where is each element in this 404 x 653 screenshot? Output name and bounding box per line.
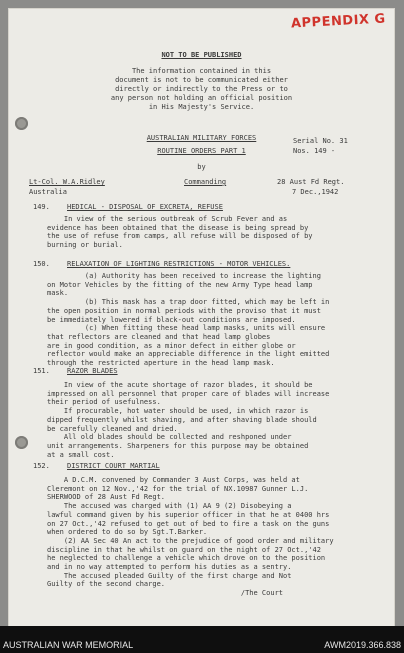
order-title: RELAXATION OF LIGHTING RESTRICTIONS - MOTOR VEHICLES.: [67, 260, 291, 268]
order-body: (a) Authority has been received to increase the lighting on Motor Vehicles by the fitting of the new Army Type head lamp mask. (b) This mask has a trap door fitted, which may be left in the open position in normal periods with the proviso that it must be immediately lowered if black-out conditions are imposed. (c) When fitting these head lamp masks, units will ensure that reflectors are cleaned and that head lamp globes are in good condition, as a minor defect in either globe or reflector would make an appreciable difference in the light emitted through the restricted aperture in the head lamp mask.: [47, 272, 330, 368]
officer-role: Commanding: [184, 178, 227, 186]
orders-title: ROUTINE ORDERS PART 1: [157, 147, 246, 155]
order-number: 149.: [33, 203, 50, 211]
orders-by: by: [197, 163, 206, 171]
document-page: [9, 9, 394, 626]
order-number: 150.: [33, 260, 50, 268]
order-title: RAZOR BLADES: [67, 367, 118, 375]
notice-heading: NOT TO BE PUBLISHED: [161, 51, 242, 59]
order-body: In view of the acute shortage of razor blades, it should be impressed on all personnel that proper care of blades will increase their period of usefulness. If procurable, hot water should be used, in which razor is dipped frequently whilst shaving, and after shaving blade should be carefully cleaned and dried. All old blades should be collected and reshponed under unit arrangements. Sharpeners for this purpose may be obtained at a small cost.: [47, 381, 330, 459]
archive-name: AUSTRALIAN WAR MEMORIAL: [3, 640, 134, 650]
serial-number: Serial No. 31: [293, 137, 348, 145]
officer-name: Lt-Col. W.A.Ridley: [29, 178, 105, 186]
order-title: HEDICAL - DISPOSAL OF EXCRETA, REFUSE: [67, 203, 223, 211]
order-number: 151.: [33, 367, 50, 375]
notice-line: The information contained in this: [131, 67, 272, 75]
archive-footer: [0, 626, 404, 653]
notice-line: directly or indirectly to the Press or to: [115, 85, 288, 93]
notice-line: any person not holding an official position: [110, 94, 293, 102]
org-name: AUSTRALIAN MILITARY FORCES: [146, 134, 257, 142]
order-title: DISTRICT COURT MARTIAL: [67, 462, 160, 470]
country: Australia: [29, 188, 67, 196]
unit-name: 28 Aust Fd Regt.: [277, 178, 345, 186]
order-numbers: Nos. 149 -: [293, 147, 336, 155]
appendix-stamp: APPENDIX G: [290, 11, 387, 32]
order-number: 152.: [33, 462, 50, 470]
order-date: 7 Dec.,1942: [292, 188, 339, 196]
notice-line: document is not to be communicated either: [115, 76, 288, 84]
notice-line: in His Majesty's Service.: [148, 103, 255, 111]
archive-reference: AWM2019.366.838: [324, 640, 401, 650]
order-body: In view of the serious outbreak of Scrub Fever and as evidence has been obtained that the disease is being spread by the use of refuse from camps, all refuse will be disposed of by burning or burial.: [47, 215, 313, 250]
order-body: A D.C.M. convened by Commander 3 Aust Corps, was held at Cleremont on 12 Nov.,'42 for the trial of NX.10987 Gunner L.J. SHERWOOD of 28 Aust Fd Regt. The accused was charged with (1) AA 9 (2) Disobeying a lawful command given by his superior officer in that he at 0400 hrs on 27 Oct.,'42 refused to get out of bed to fire a task on the guns when ordered to do so by Sgt.T.Barker. (2) AA Sec 40 An act to the prejudice of good order and military discipline in that he whilst on guard on the night of 27 Oct.,'42 he neglected to challenge a vehicle which drove on to the position and in no way attempted to perform his duties as a sentry. The accused pleaded Guilty of the first charge and Not Guilty of the second charge. /The Court: [47, 476, 334, 598]
